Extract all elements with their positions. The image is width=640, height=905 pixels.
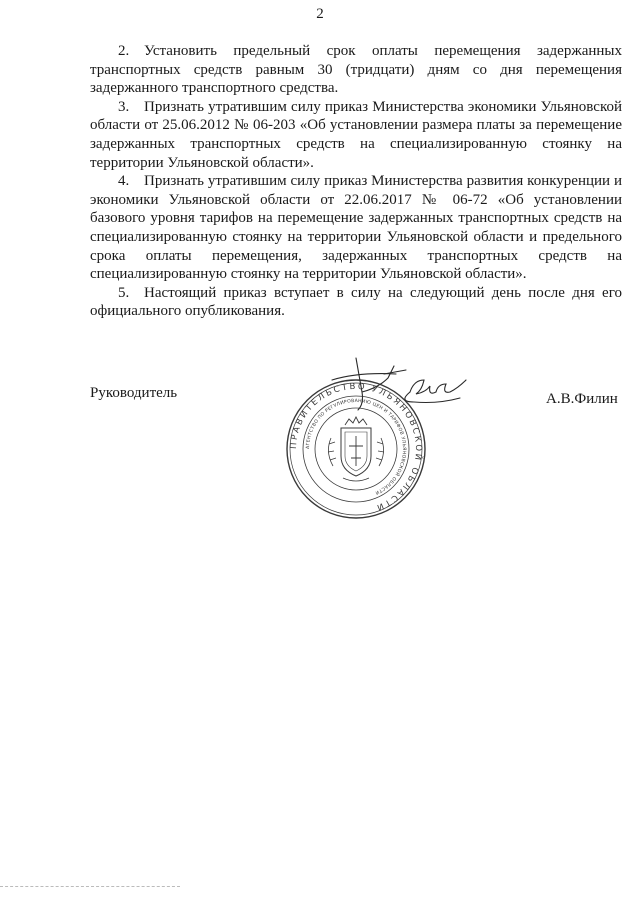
bottom-divider [0,886,180,888]
item-text: Настоящий приказ вступает в силу на следующий день после дня его официального опубликования. [90,284,622,320]
list-item [90,42,622,98]
item-number: 2. [118,43,130,59]
seal-inner-text: АГЕНТСТВО ПО РЕГУЛИРОВАНИЮ ЦЕН И ТАРИФОВ УЛЬЯНОВСКОЙ ОБЛАСТИ [305,398,407,495]
signer-name: А.В.Филин [546,391,618,407]
document-body [90,42,622,321]
list-item [90,172,622,284]
seal-outer-text: ПРАВИТЕЛЬСТВО УЛЬЯНОВСКОЙ ОБЛАСТИ [288,381,424,513]
item-number: 4. [118,173,130,190]
list-item [90,98,622,172]
handwritten-signature [318,352,468,422]
item-text: Установить предельный срок оплаты перемещения задержанных транспортных средств равным 30 (тридцати) дням со дня перемещения задержанного транспортного средства. [90,43,622,97]
signer-title: Руководитель [90,385,178,401]
coat-of-arms-icon [328,417,384,481]
item-text: Признать утратившим силу приказ Министерства экономики Ульяновской области от 25.06.2012 № 06-203 «Об установлении размера платы за перемещение задержанных транспортных средств на специализированную стоянку на территории Ульяновской области». [90,98,622,171]
page-number: 2 [316,6,324,22]
item-number: 5. [118,284,130,301]
list-item [90,284,622,321]
item-number: 3. [118,98,130,115]
item-text: Признать утратившим силу приказ Министерства развития конкуренции и экономики Ульяновской области от 22.06.2017 № 06-72 «Об установлении базового уровня тарифов на перемещение задержанных транспортных средств на специализированную стоянку на территории Ульяновской области и предельного срока оплаты перемещения, задержанных транспортных средств на специализированную стоянку на территории Ульяновской области». [90,173,622,283]
